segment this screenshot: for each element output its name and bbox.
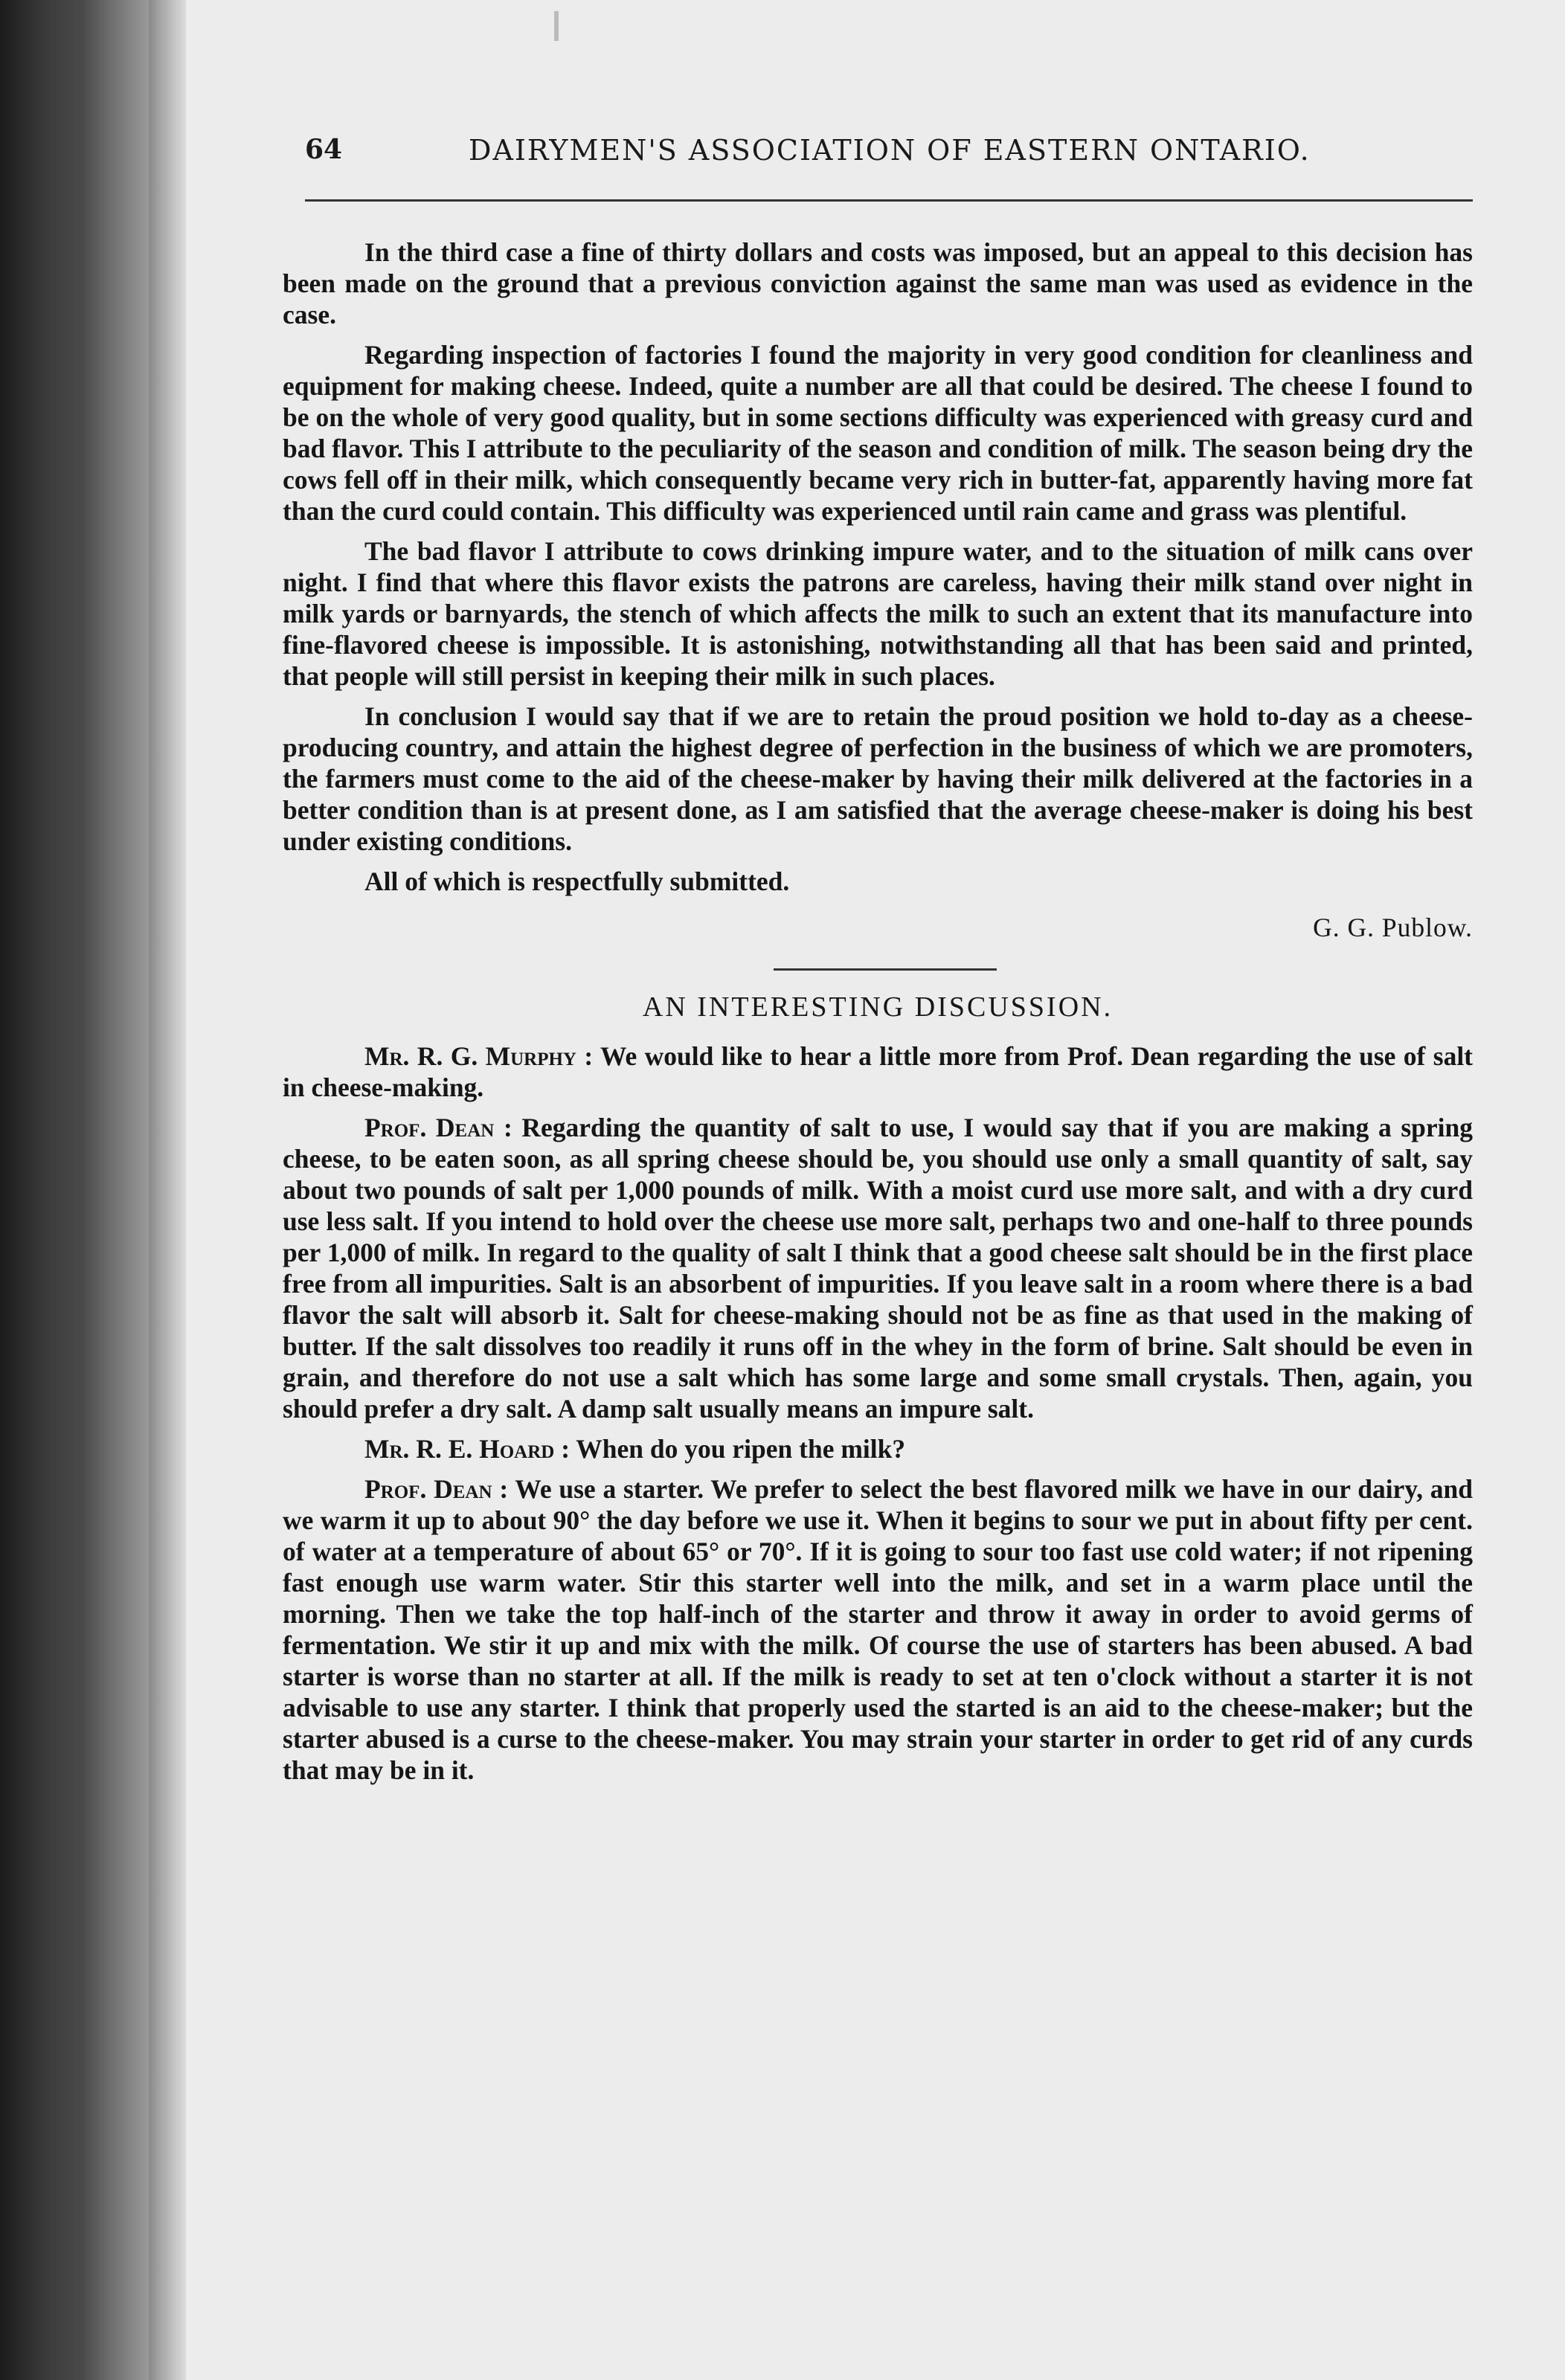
speech-text: : When do you ripen the milk? (561, 1434, 906, 1464)
report-paragraph: Regarding inspection of factories I found the majority in very good condition for cleanliness and equipment for making cheese. Indeed, quite a number are all that could be desired. The cheese I found to be on the whole of very good quality, but in some sections difficulty was experienced with greasy curd and bad flavor. This I attribute to the peculiarity of the season and condition of milk. The season being dry the cows fell off in their milk, which consequently became very rich in butter-fat, apparently having more fat than the curd could contain. This difficulty was experienced until rain came and grass was plentiful. (283, 340, 1473, 526)
header-rule (305, 199, 1473, 202)
speech-text: : We would like to hear a little more from Prof. Dean regarding the use of salt in cheese-making. (283, 1041, 1474, 1102)
speech-text: : We use a starter. We prefer to select the best flavored milk we have in our dairy, and we warm it up to about 90° the day before we use it. When it begins to sour we put in about fifty per cent. of water at a temperature of about 65° or 70°. If it is going to sour too fast use cold water; if not ripening fast enough use warm water. Stir this starter well into the milk, and set in a warm place until the morning. Then we take the top half-inch of the starter and throw it away in order to avoid germs of fermentation. We stir it up and mix with the milk. Of course the use of starters has been abused. A bad starter is worse than no starter at all. If the milk is ready to set at ten o'clock without a starter it is not advisable to use any starter. I think that properly used the started is an aid to the cheese-maker; but the starter abused is a curse to the cheese-maker. You may strain your starter in order to get rid of any curds that may be in it. (283, 1474, 1473, 1785)
discussion-entry (283, 1112, 1473, 1424)
book-binding (0, 0, 149, 2380)
discussion-entry (283, 1041, 1473, 1103)
speech-text: : Regarding the quantity of salt to use, I would say that if you are making a spring cheese, to be eaten soon, as all spring cheese should be, you should use only a small quantity of salt, say about two pounds of salt per 1,000 pounds of milk. With a moist curd use more salt, and with a dry curd use less salt. If you intend to hold over the cheese use more salt, perhaps two and one-half to three pounds per 1,000 of milk. In regard to the quality of salt I think that a good cheese salt should be in the first place free from all impurities. Salt is an absorbent of impurities. If you leave salt in a room where there is a bad flavor the salt will absorb it. Salt for cheese-making should not be as fine as that used in the making of butter. If the salt dissolves too readily it runs off in the whey in the form of brine. Salt should be even in grain, and therefore do not use a salt which has some large and some small crystals. Then, again, you should prefer a dry salt. A damp salt usually means an impure salt. (283, 1113, 1473, 1424)
section-title: AN INTERESTING DISCUSSION. (642, 991, 1114, 1023)
page-header (305, 126, 1465, 186)
discussion-entry (283, 1473, 1473, 1786)
signature: G. G. Publow. (1313, 913, 1473, 942)
closing-line: All of which is respectfully submitted. (364, 866, 790, 896)
report-paragraph: In the third case a fine of thirty dollars and costs was imposed, but an appeal to this decision has been made on the ground that a previous conviction against the same man was used as evidence in the case. (283, 237, 1473, 329)
page-gutter (149, 0, 186, 2380)
section-divider (774, 968, 997, 971)
speaker-name: Mr. R. E. Hoard (364, 1434, 555, 1464)
running-title: DAIRYMEN'S ASSOCIATION OF EASTERN ONTARIO. (469, 134, 1311, 167)
page-number: 64 (305, 134, 343, 165)
speaker-name: Prof. Dean (364, 1113, 495, 1142)
report-paragraph: In conclusion I would say that if we are to retain the proud position we hold to-day as a cheese-producing country, and attain the highest degree of perfection in the business of which we are promoters, the farmers must come to the aid of the cheese-maker by having their milk delivered at the factories in a better condition than is at present done, as I am satisfied that the average cheese-maker is doing his best under existing conditions. (283, 701, 1473, 856)
report-paragraph: The bad flavor I attribute to cows drinking impure water, and to the situation of milk cans over night. I find that where this flavor exists the patrons are careless, having their milk stand over night in milk yards or barnyards, the stench of which affects the milk to such an extent that its manufacture into fine-flavored cheese is impossible. It is astonishing, notwithstanding all that has been said and printed, that people will still persist in keeping their milk in such places. (283, 536, 1473, 691)
discussion-entry (283, 1433, 1473, 1464)
scan-mark (554, 11, 559, 41)
speaker-name: Mr. R. G. Murphy (364, 1041, 576, 1071)
speaker-name: Prof. Dean (364, 1474, 492, 1504)
page-body (283, 237, 1473, 1795)
